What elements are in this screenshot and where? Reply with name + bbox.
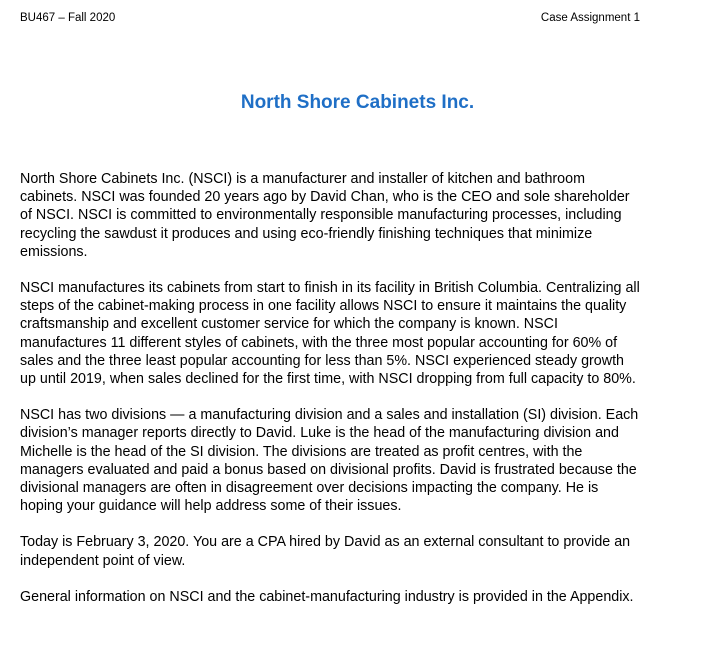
paragraph-divisions: NSCI has two divisions — a manufacturing division and a sales and installation (SI) division. Each division’s manager reports directly to David. Luke is the head of the manufacturing division and Michelle is the head of the SI division. The divisions are treated as profit centres, with the managers evaluated and paid a bonus based on divisional profits. David is frustrated because the divisional managers are often in disagreement over decisions impacting the company. He is hoping your guidance will help address some of their issues. <box>20 407 639 515</box>
paragraph-appendix-note: General information on NSCI and the cabinet-manufacturing industry is provided in the Appendix. <box>20 588 634 605</box>
paragraph-role: Today is February 3, 2020. You are a CPA hired by David as an external consultant to provide an independent point of view. <box>20 534 631 569</box>
paragraph-intro: North Shore Cabinets Inc. (NSCI) is a manufacturer and installer of kitchen and bathroom cabinets. NSCI was founded 20 years ago by David Chan, who is the CEO and sole shareholder of NSCI. NSCI is committed to environmentally responsible manufacturing processes, including recycling the sawdust it produces and using eco-friendly finishing techniques that minimize emissions. <box>20 171 630 260</box>
page-header <box>20 12 640 28</box>
paragraph-manufacturing: NSCI manufactures its cabinets from start to finish in its facility in British Columbia. Centralizing all steps of the cabinet-making process in one facility allows NSCI to ensure it maintains the quality craftsmanship and excellent customer service for which the company is known. NSCI manufactures 11 different styles of cabinets, with the three most popular accounting for 60% of sales and the three least popular accounting for less than 5%. NSCI experienced steady growth up until 2019, when sales declined for the first time, with NSCI dropping from full capacity to 80%. <box>20 280 640 388</box>
document-body <box>20 170 640 624</box>
document-title: North Shore Cabinets Inc. <box>240 92 475 113</box>
assignment-label: Case Assignment 1 <box>540 12 640 24</box>
course-label: BU467 – Fall 2020 <box>20 12 116 24</box>
